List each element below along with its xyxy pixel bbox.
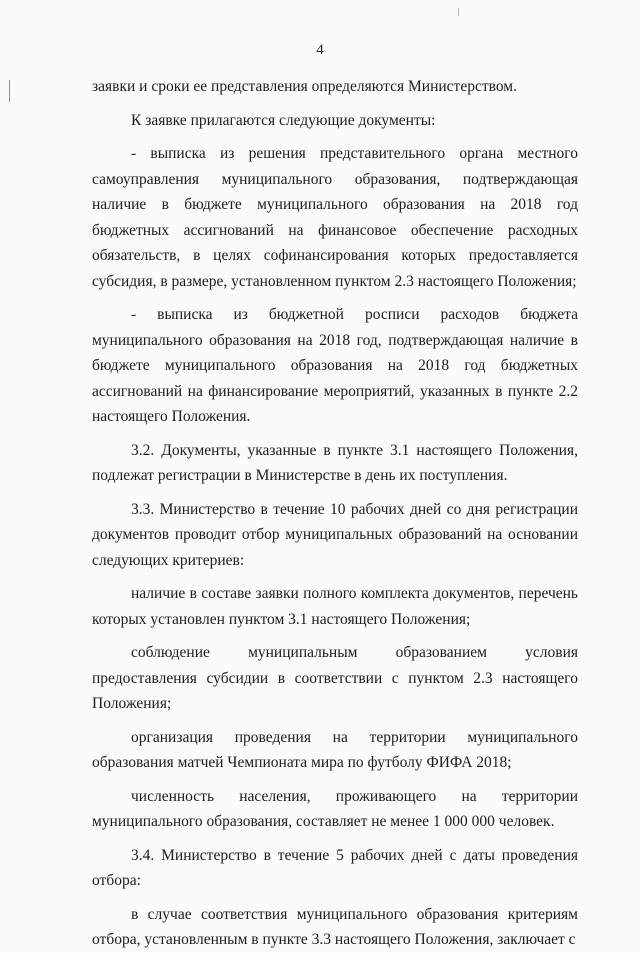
paragraph-continuation: заявки и сроки ее представления определяются Министерством. [92, 78, 517, 95]
scan-artifact-left [9, 80, 10, 102]
criterion-world-cup-matches: организация проведения на территории муниципального образования матчей Чемпионата мира по футболу ФИФА 2018; [92, 728, 578, 771]
paragraph-extract-budget: - выписка из бюджетной росписи расходов бюджета муниципального образования на 2018 год, подтверждающая наличие в бюджете муниципального образования на 2018 год бюджетных ассигнований на финансирование мероприятий, указанных в пункте 2.2 настоящего Положения. [92, 306, 578, 425]
page-number: 4 [316, 42, 324, 58]
document-body [92, 74, 578, 953]
criterion-population: численность населения, проживающего на территории муниципального образования, составляет не менее 1 000 000 человек. [92, 787, 578, 830]
paragraph-extract-decision: - выписка из решения представительного органа местного самоуправления муниципального образования, подтверждающая наличие в бюджете муниципального образования на 2018 год бюджетных ассигнований на финансовое обеспечение расходных обязательств, в целях софинансирования которых предоставляется субсидия, в размере, установленном пунктом 2.3 настоящего Положения; [92, 145, 578, 290]
paragraph-attachments-intro: К заявке прилагаются следующие документы: [131, 111, 436, 129]
scan-artifact-top [458, 8, 459, 16]
paragraph-3-2: 3.2. Документы, указанные в пункте 3.1 настоящего Положения, подлежат регистрации в Министерстве в день их поступления. [92, 441, 578, 484]
paragraph-3-3: 3.3. Министерство в течение 10 рабочих дней со дня регистрации документов проводит отбор муниципальных образований на основании следующих критериев: [92, 500, 578, 569]
criterion-subsidy-condition: соблюдение муниципальным образованием условия предоставления субсидии в соответствии с пунктом 2.3 настоящего Положения; [92, 644, 578, 712]
criterion-complete-documents: наличие в составе заявки полного комплекта документов, перечень которых установлен пунктом 3.1 настоящего Положения; [92, 585, 578, 628]
paragraph-3-4: 3.4. Министерство в течение 5 рабочих дней с даты проведения отбора: [92, 846, 578, 889]
paragraph-compliance: в случае соответствия муниципального образования критериям отбора, установленным в пункте 3.3 настоящего Положения, заключает с [92, 905, 578, 948]
